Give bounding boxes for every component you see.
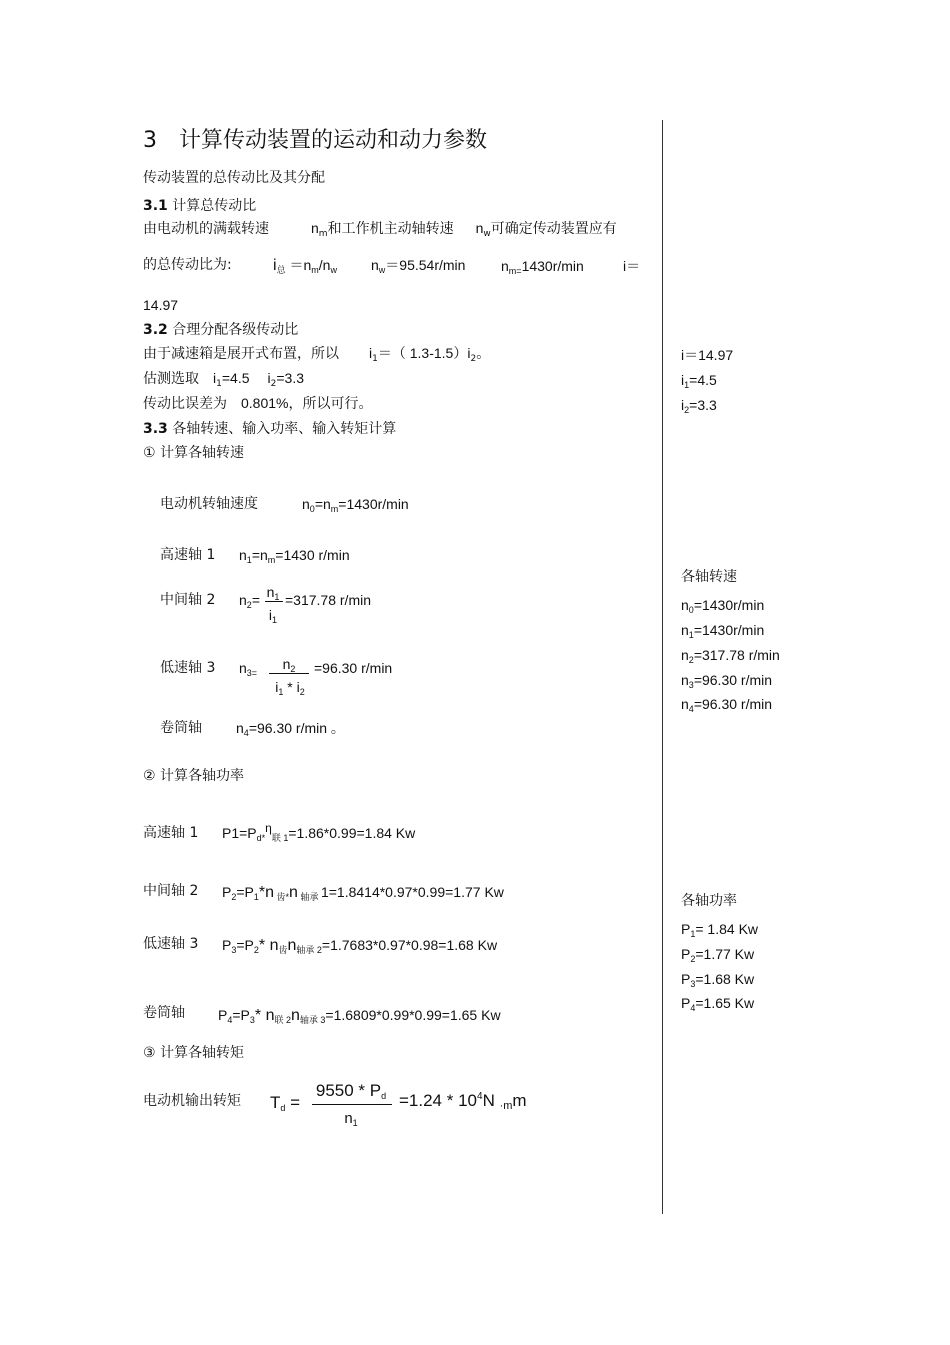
sidebar-power-item: $P_3=1.68$ Kw bbox=[681, 971, 755, 989]
mid-speed-lhs: $n_2=$ bbox=[239, 592, 260, 610]
mid-speed-denominator: $i_1$ bbox=[268, 607, 278, 625]
sidebar-i-total: i＝14.97 bbox=[681, 347, 734, 363]
low-speed-lhs: $n_{3=}$ bbox=[239, 660, 258, 678]
low-speed-value: =96.30 r/min bbox=[314, 660, 393, 676]
column-divider bbox=[662, 120, 663, 1214]
low-speed-fraction-bar bbox=[269, 673, 309, 674]
s32-estimate: 估测选取 $i_1=4.5$ $i_2=3.3$ bbox=[143, 370, 304, 389]
sub-heading-speed: ① 计算各轴转速 bbox=[143, 445, 245, 461]
sidebar-speed-item: $n_1=1430r/\min$ bbox=[681, 622, 765, 640]
section-title: 3 计算传动装置的运动和动力参数 bbox=[143, 128, 487, 153]
sidebar-speed-title: 各轴转速 bbox=[681, 569, 737, 585]
sidebar-power-item: $P_1= 1.84$ Kw bbox=[681, 921, 759, 939]
sidebar-power-item: $P_2=1.77$ Kw bbox=[681, 946, 755, 964]
heading-3-3: 3.3 各轴转速、输入功率、输入转矩计算 bbox=[143, 421, 397, 437]
s31-line2-label: 的总传动比为: bbox=[143, 257, 232, 273]
high-speed-eq: $n_1=n_m=1430$ r/min bbox=[239, 547, 350, 565]
td-value: $=1.24 * 10^4N \cdot mm$ bbox=[399, 1091, 527, 1112]
td-numerator: 9550 * Pd bbox=[315, 1081, 387, 1101]
mid-speed-numerator: $n_1$ bbox=[266, 584, 280, 602]
nw-value: $n_w=95.54r/\min$ bbox=[371, 257, 466, 275]
p3-label: 低速轴 3 bbox=[143, 936, 199, 952]
td-fraction-bar bbox=[312, 1104, 392, 1105]
p2-eq: $P_2=P_1*n$ $_{齿*}$n $_{轴承}$ 1=1.8414*0.97*0.99=1.77 Kw bbox=[222, 884, 504, 902]
p4-label: 卷筒轴 bbox=[143, 1005, 185, 1021]
sub-heading-torque: ③ 计算各轴转矩 bbox=[143, 1045, 245, 1061]
sidebar-speed-item: $n_3=96.30$ r/min bbox=[681, 672, 773, 690]
td-denominator: $n_1$ bbox=[344, 1110, 358, 1128]
p1-eq: $P1=P_{d*}\eta_{联 1}=1.86*0.99=1.84$ Kw bbox=[222, 821, 416, 843]
p1-label: 高速轴 1 bbox=[143, 825, 199, 841]
high-speed-label: 高速轴 1 bbox=[160, 547, 216, 563]
i-value: 14.97 bbox=[143, 297, 179, 313]
sidebar-speed-item: $n_4=96.30$ r/min bbox=[681, 696, 773, 714]
mid-speed-label: 中间轴 2 bbox=[160, 592, 216, 608]
sidebar-i2: $i_2=3.3$ bbox=[681, 397, 717, 415]
heading-3-2: 3.2 合理分配各级传动比 bbox=[143, 322, 299, 338]
motor-speed-eq: $n_0=n_m=1430r/\min$ bbox=[302, 496, 409, 514]
p4-eq: $P_4=P_3*$ $n_{联 2}n_{轴承 3}=1.6809*0.99*0.99=1.65$ Kw bbox=[218, 1007, 501, 1025]
sidebar-speed-item: $n_0=1430r/\min$ bbox=[681, 597, 765, 615]
nm-value: $n_{m=}1430r/\min$ bbox=[501, 258, 584, 276]
p3-eq: $P_3=P_2*$ $n_齿n_{轴承 2}=1.7683*0.97*0.98=1.68$ Kw bbox=[222, 937, 498, 955]
mid-speed-value: =317.78 r/min bbox=[285, 592, 371, 608]
td-lhs: Td = bbox=[270, 1093, 301, 1113]
sidebar-power-title: 各轴功率 bbox=[681, 893, 737, 909]
s31-line1: 由电动机的满载转速 $n_m$和工作机主动轴转速 $n_w$可确定传动装置应有 bbox=[143, 220, 617, 239]
sidebar-i1: $i_1=4.5$ bbox=[681, 372, 717, 390]
low-speed-label: 低速轴 3 bbox=[160, 660, 216, 676]
low-speed-denominator: $i_1 * i_2$ bbox=[275, 679, 305, 697]
drum-speed-label: 卷筒轴 bbox=[160, 720, 202, 736]
td-label: 电动机输出转矩 bbox=[143, 1093, 241, 1109]
sub-heading-power: ② 计算各轴功率 bbox=[143, 768, 245, 784]
p2-label: 中间轴 2 bbox=[143, 883, 199, 899]
s32-line1: 由于减速箱是展开式布置，所以 $i_1=$（ $1.3-1.5)i_2$。 bbox=[143, 345, 491, 364]
sidebar-power-item: $P_4=1.65$ Kw bbox=[681, 995, 755, 1013]
drum-speed-eq: $n_4=96.30$ r/min 。 bbox=[236, 720, 345, 738]
mid-speed-fraction-bar bbox=[265, 601, 283, 602]
s32-error: 传动比误差为 0.801%，所以可行。 bbox=[143, 395, 373, 412]
i-equals: i＝ bbox=[623, 258, 641, 274]
motor-speed-label: 电动机转轴速度 bbox=[160, 496, 258, 512]
total-ratio-formula: $i_总 =n_m/n_w$ bbox=[273, 257, 337, 275]
intro-text: 传动装置的总传动比及其分配 bbox=[143, 170, 325, 186]
sidebar-speed-item: $n_2=317.78$ r/min bbox=[681, 647, 780, 665]
heading-3-1: 3.1 计算总传动比 bbox=[143, 198, 257, 214]
low-speed-numerator: $n_2$ bbox=[282, 656, 296, 674]
